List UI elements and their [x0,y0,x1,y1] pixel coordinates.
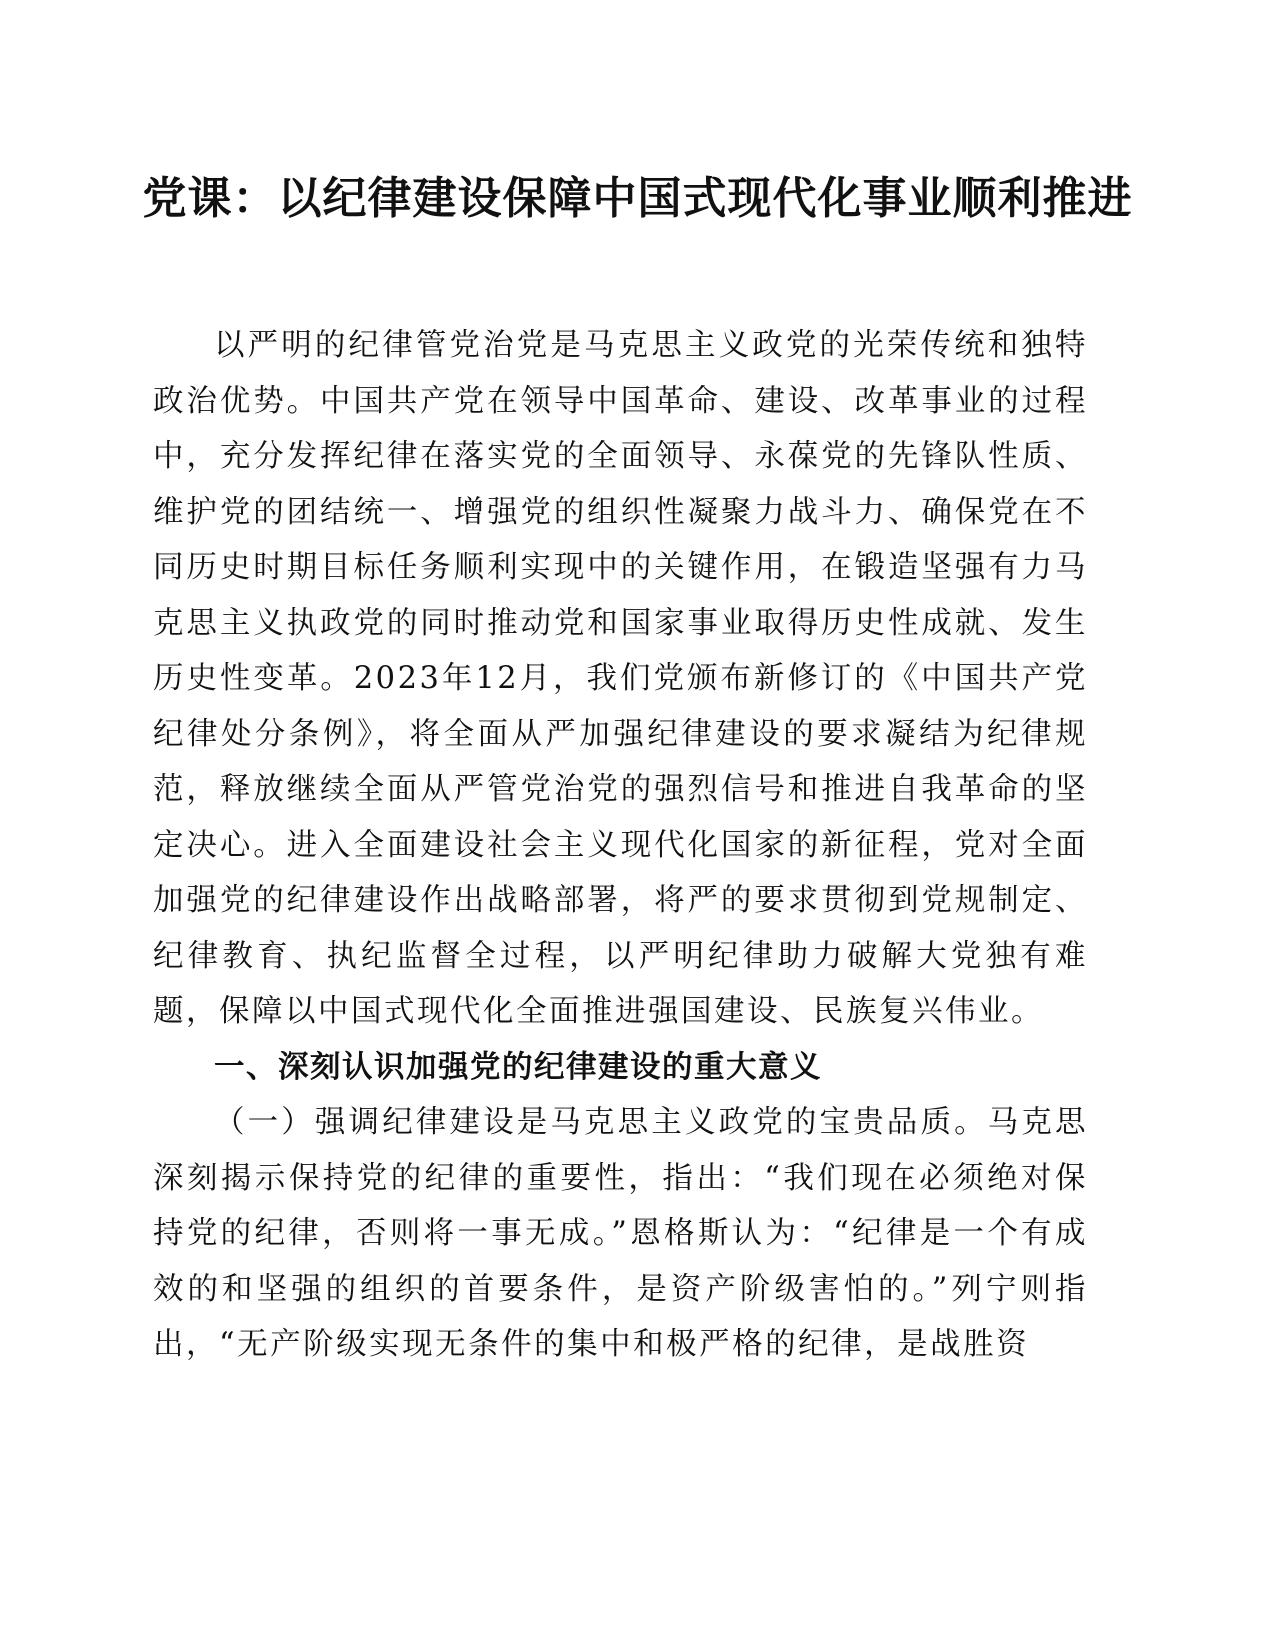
document-body [153,318,1088,1373]
section-paragraph: （一）强调纪律建设是马克思主义政党的宝贵品质。马克思深刻揭示保持党的纪律的重要性，指出：“我们现在必须绝对保持党的纪律，否则将一事无成。”恩格斯认为：“纪律是一个有成效的和坚强的组织的首要条件，是资产阶级害怕的。”列宁则指出，“无产阶级实现无条件的集中和极严格的纪律，是战胜资 [153,1105,1088,1362]
section-heading: 一、深刻认识加强党的纪律建设的重大意义 [214,1049,822,1085]
intro-paragraph: 以严明的纪律管党治党是马克思主义政党的光荣传统和独特政治优势。中国共产党在领导中国革命、建设、改革事业的过程中，充分发挥纪律在落实党的全面领导、永葆党的先锋队性质、维护党的团结统一、增强党的组织性凝聚力战斗力、确保党在不同历史时期目标任务顺利实现中的关键作用，在锻造坚强有力马克思主义执政党的同时推动党和国家事业取得历史性成就、发生历史性变革。2023年12月，我们党颁布新修订的《中国共产党纪律处分条例》，将全面从严加强纪律建设的要求凝结为纪律规范，释放继续全面从严管党治党的强烈信号和推进自我革命的坚定决心。进入全面建设社会主义现代化国家的新征程，党对全面加强党的纪律建设作出战略部署，将严的要求贯彻到党规制定、纪律教育、执纪监督全过程，以严明纪律助力破解大党独有难题，保障以中国式现代化全面推进强国建设、民族复兴伟业。 [153,328,1088,1029]
document-title: 党课：以纪律建设保障中国式现代化事业顺利推进 [142,173,1133,224]
